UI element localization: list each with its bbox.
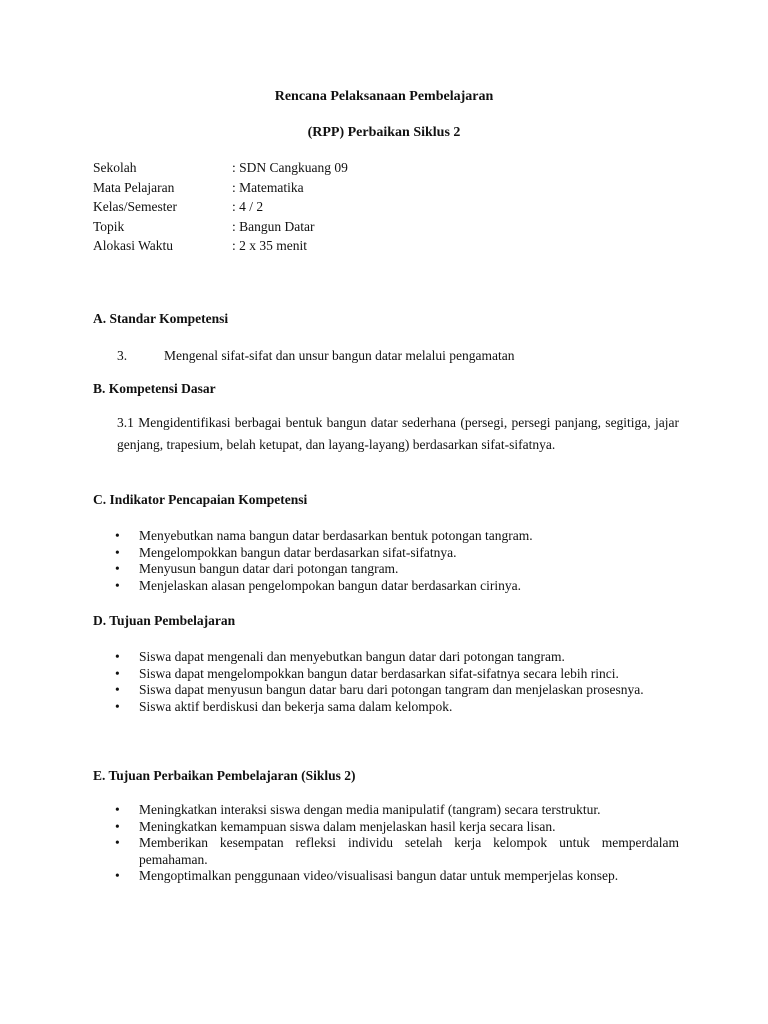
info-key: Kelas/Semester bbox=[93, 199, 177, 214]
section-e-heading: E. Tujuan Perbaikan Pembelajaran (Siklus 2) bbox=[93, 768, 356, 783]
bullet-icon: • bbox=[115, 577, 120, 593]
section-c-heading: C. Indikator Pencapaian Kompetensi bbox=[93, 492, 308, 507]
bullet-icon: • bbox=[115, 561, 120, 576]
list-item bbox=[93, 699, 679, 716]
list-item bbox=[93, 649, 679, 666]
section-b-heading: B. Kompetensi Dasar bbox=[93, 381, 216, 396]
info-value: : Matematika bbox=[232, 179, 304, 195]
section-a-heading: A. Standar Kompetensi bbox=[93, 311, 229, 326]
improvement-objectives-list bbox=[93, 802, 679, 885]
info-value: : SDN Cangkuang 09 bbox=[232, 160, 348, 175]
list-item-text: Siswa dapat mengenali dan menyebutkan bangun datar dari potongan tangram. bbox=[139, 649, 565, 664]
list-item-text: Menjelaskan alasan pengelompokan bangun datar berdasarkan cirinya. bbox=[139, 577, 521, 593]
info-row-school bbox=[93, 159, 348, 179]
list-item-text: Mengelompokkan bangun datar berdasarkan sifat-sifatnya. bbox=[139, 544, 457, 560]
info-key: Topik bbox=[93, 218, 125, 234]
info-value: : Bangun Datar bbox=[232, 218, 315, 234]
basic-competency-text: 3.1 Mengidentifikasi berbagai bentuk bangun datar sederhana (persegi, persegi panjang, segitiga, jajar genjang, trapesium, belah ketupat, dan layang-layang) berdasarkan sifat-sifatnya. bbox=[117, 415, 679, 452]
list-item-text: Menyebutkan nama bangun datar berdasarkan bentuk potongan tangram. bbox=[139, 528, 533, 543]
list-item bbox=[93, 802, 679, 819]
list-item-text: Mengoptimalkan penggunaan video/visualisasi bangun datar untuk memperjelas konsep. bbox=[139, 868, 619, 883]
info-row-topic bbox=[93, 218, 348, 238]
document-title: Rencana Pelaksanaan Pembelajaran bbox=[274, 89, 494, 104]
bullet-icon: • bbox=[115, 802, 120, 817]
bullet-icon: • bbox=[115, 868, 120, 883]
bullet-icon: • bbox=[115, 835, 120, 850]
info-key: Sekolah bbox=[93, 160, 137, 175]
info-row-class bbox=[93, 198, 348, 218]
standard-number: 3. bbox=[117, 348, 128, 363]
bullet-icon: • bbox=[115, 818, 120, 834]
document-subtitle: (RPP) Perbaikan Siklus 2 bbox=[307, 125, 461, 140]
bullet-icon: • bbox=[115, 544, 120, 560]
list-item bbox=[93, 819, 679, 836]
info-key: Mata Pelajaran bbox=[93, 179, 175, 195]
info-row-time bbox=[93, 237, 348, 257]
list-item-text: Siswa dapat menyusun bangun datar baru dari potongan tangram dan menjelaskan prosesnya. bbox=[139, 682, 644, 697]
bullet-icon: • bbox=[115, 528, 120, 543]
identity-table bbox=[93, 159, 348, 257]
list-item bbox=[93, 561, 679, 578]
list-item bbox=[93, 682, 679, 699]
list-item bbox=[93, 868, 679, 885]
info-value: : 2 x 35 menit bbox=[232, 238, 307, 253]
list-item-text: Menyusun bangun datar dari potongan tangram. bbox=[139, 561, 399, 576]
list-item bbox=[93, 528, 679, 545]
list-item-text: Meningkatkan kemampuan siswa dalam menjelaskan hasil kerja secara lisan. bbox=[139, 818, 556, 834]
standard-competency bbox=[117, 347, 677, 364]
list-item-text: Meningkatkan interaksi siswa dengan media manipulatif (tangram) secara terstruktur. bbox=[139, 802, 601, 817]
learning-objectives-list bbox=[93, 649, 679, 715]
info-row-subject bbox=[93, 179, 348, 199]
list-item-text: Siswa aktif berdiskusi dan bekerja sama dalam kelompok. bbox=[139, 698, 453, 714]
section-d-heading: D. Tujuan Pembelajaran bbox=[93, 613, 236, 628]
bullet-icon: • bbox=[115, 682, 120, 697]
list-item-text: Siswa dapat mengelompokkan bangun datar berdasarkan sifat-sifatnya secara lebih rinci. bbox=[139, 665, 619, 681]
bullet-icon: • bbox=[115, 698, 120, 714]
list-item bbox=[93, 835, 679, 868]
standard-text: Mengenal sifat-sifat dan unsur bangun datar melalui pengamatan bbox=[164, 348, 515, 363]
indicator-list bbox=[93, 528, 679, 594]
list-item bbox=[93, 666, 679, 683]
bullet-icon: • bbox=[115, 665, 120, 681]
bullet-icon: • bbox=[115, 649, 120, 664]
info-key: Alokasi Waktu bbox=[93, 238, 174, 253]
info-value: : 4 / 2 bbox=[232, 199, 264, 214]
list-item bbox=[93, 578, 679, 595]
list-item-text: Memberikan kesempatan refleksi individu setelah kerja kelompok untuk memperdalam pemahaman. bbox=[139, 835, 679, 867]
list-item bbox=[93, 545, 679, 562]
